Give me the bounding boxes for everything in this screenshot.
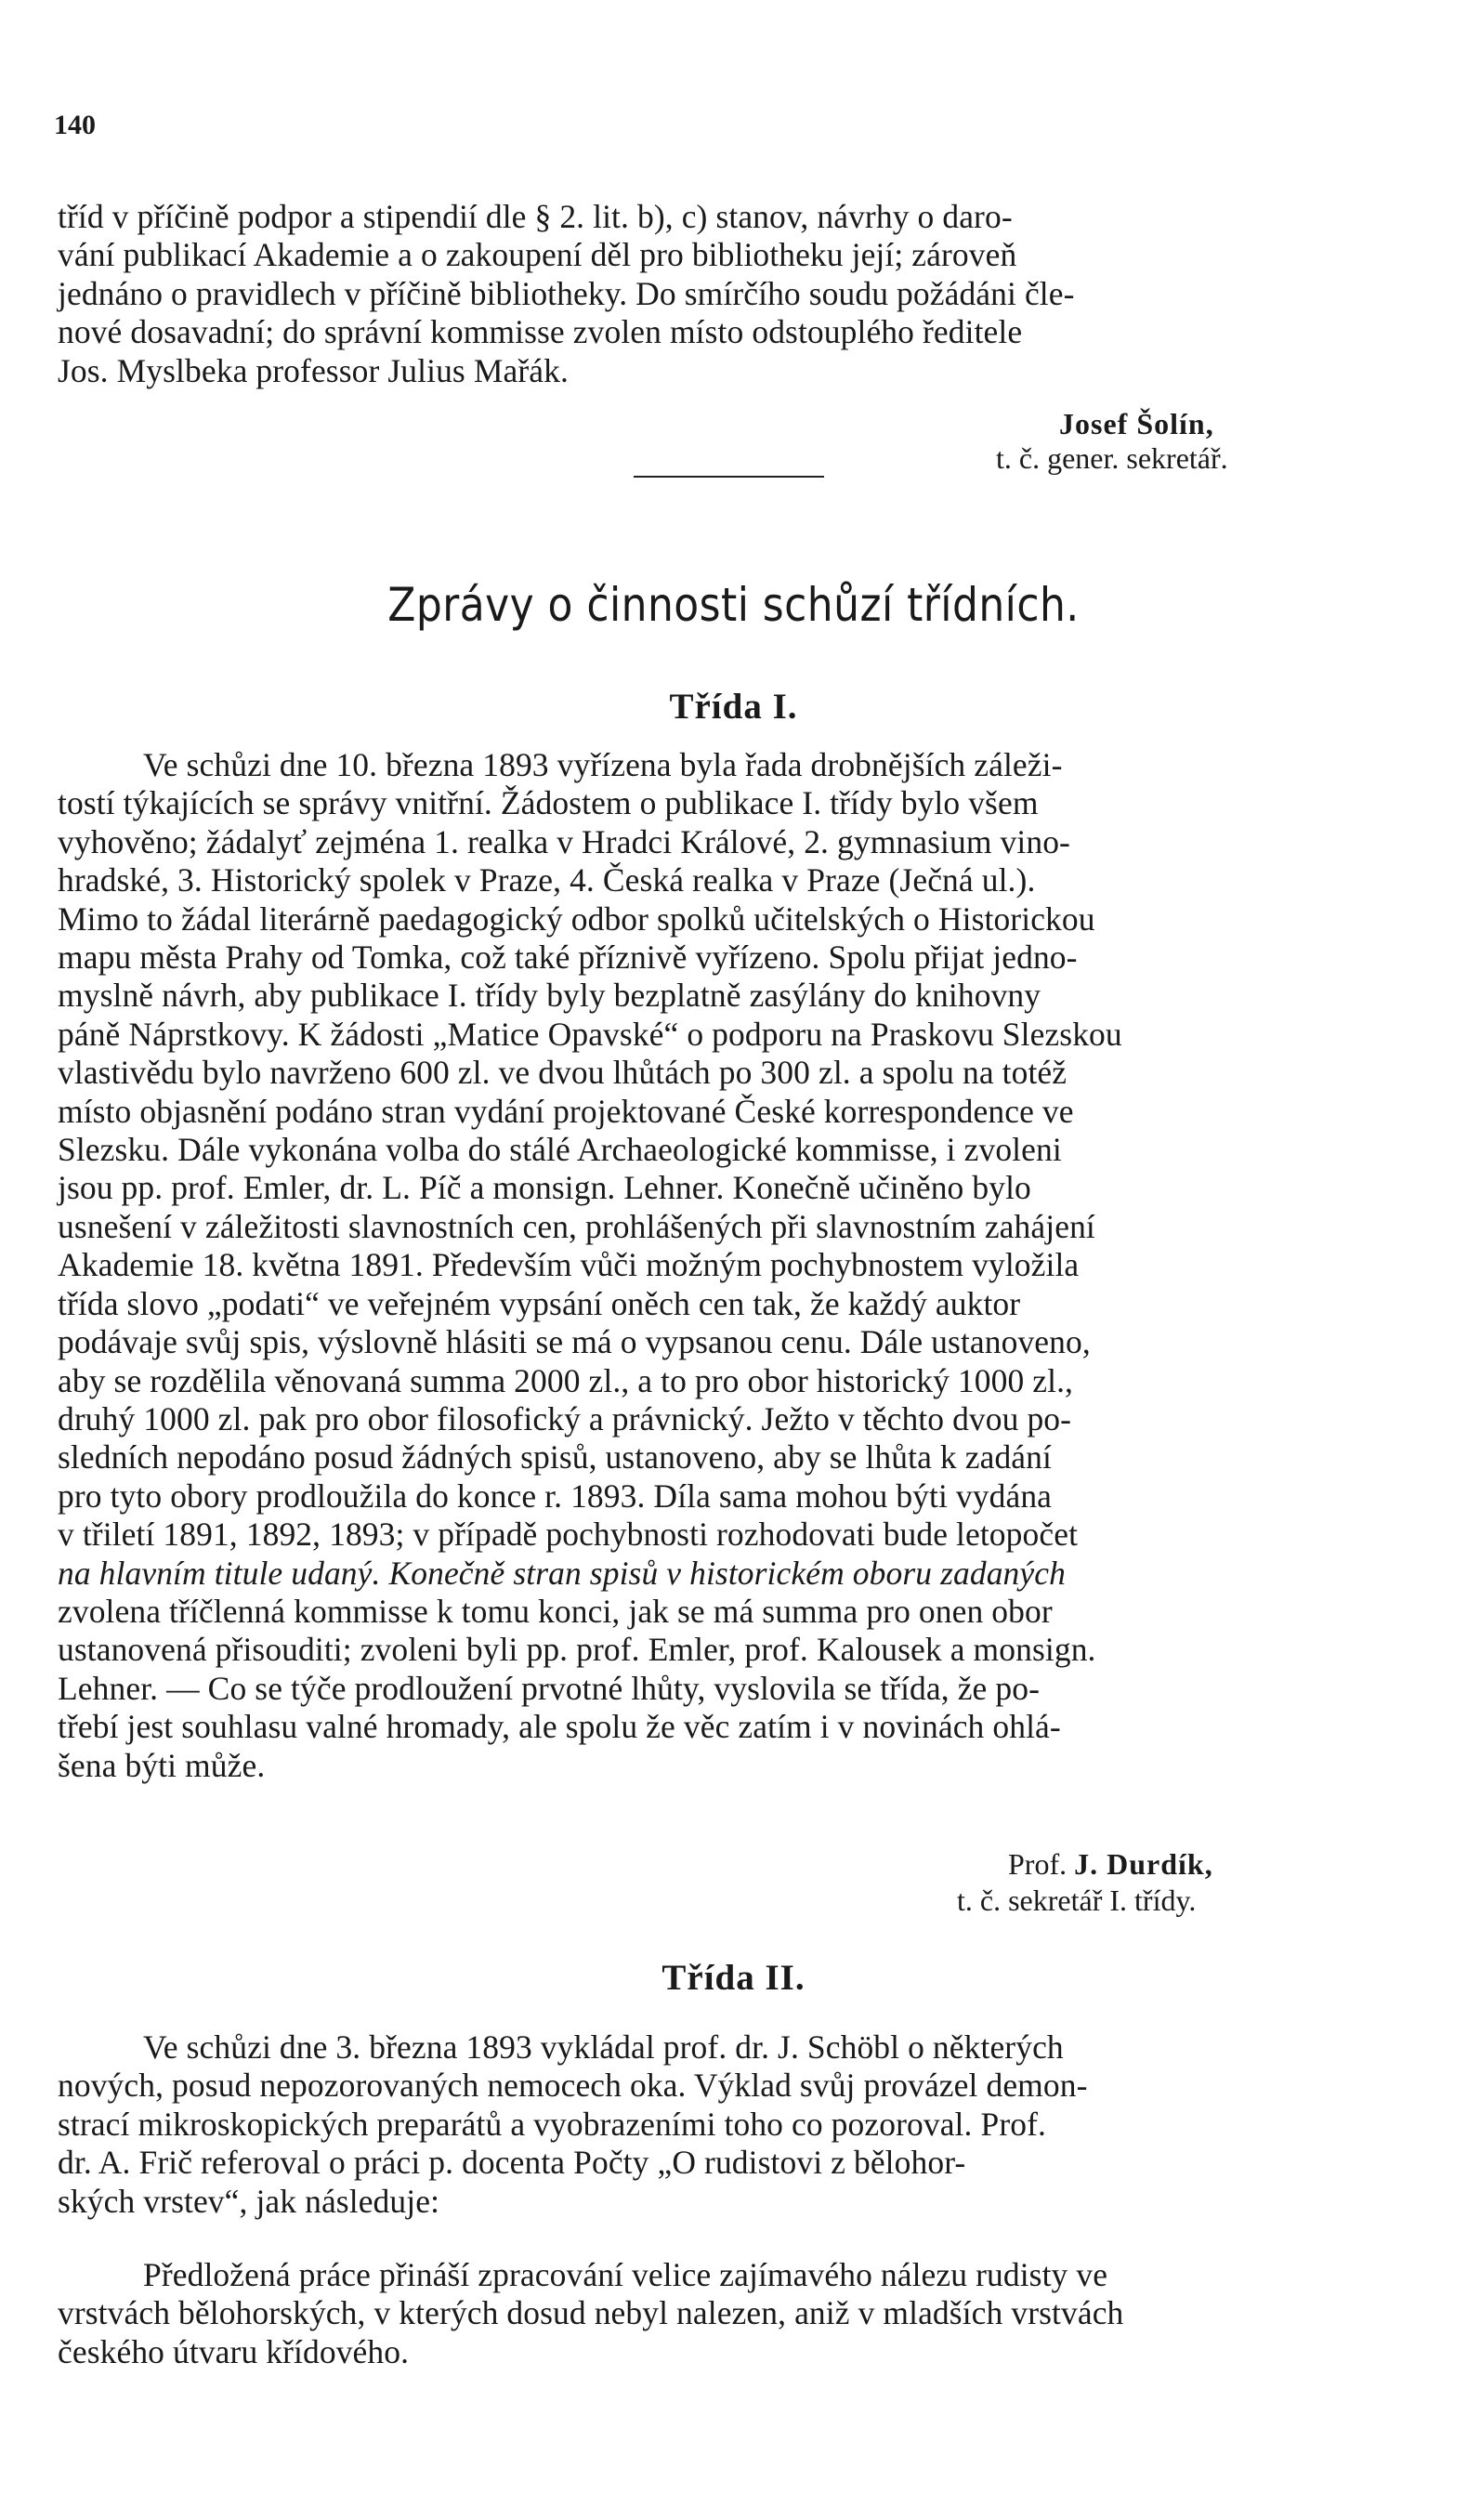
paragraph-intro — [58, 198, 1412, 390]
text-line: Jos. Myslbeka professor Julius Mařák. — [58, 351, 569, 389]
signature-prefix: Prof. — [1008, 1847, 1068, 1881]
text-line: Mimo to žádal literárně paedagogický odbor spolků učitelských o Historickou — [58, 899, 1095, 938]
text-line: tostí týkajících se správy vnitřní. Žádostem o publikace I. třídy bylo všem — [58, 784, 1039, 822]
text-line: myslně návrh, aby publikace I. třídy byly bezplatně zasýlány do knihovny — [58, 977, 1041, 1015]
text-line: zvolena tříčlenná kommisse k tomu konci, jak se má summa pro onen obor — [58, 1592, 1053, 1630]
text-line: dr. A. Frič referoval o práci p. docenta Počty „O rudistovi z bělohor- — [58, 2144, 966, 2182]
text-line: Akademie 18. května 1891. Především vůči možným pochybnostem vyložila — [58, 1246, 1080, 1284]
signature-name: J. Durdík, — [1074, 1847, 1213, 1881]
paragraph-quote — [58, 2256, 1412, 2371]
text-line: pro tyto obory prodloužila do konce r. 1893. Díla sama mohou býti vydána — [58, 1477, 1053, 1515]
section-title: Zprávy o činnosti schůzí třídních. — [387, 578, 1080, 632]
text-line: Předložená práce přináší zpracování velice zajímavého nálezu rudisty ve — [143, 2256, 1108, 2293]
text-line: sledních nepodáno posud žádných spisů, ustanoveno, aby se lhůta k zadání — [58, 1438, 1052, 1477]
text-line: ustanovená přisouditi; zvoleni byli pp. prof. Emler, prof. Kalousek a monsign. — [58, 1631, 1096, 1669]
text-line: vyhověno; žádalyť zejména 1. realka v Hradci Králové, 2. gymnasium vino- — [58, 822, 1070, 860]
text-line: Slezsku. Dále vykonána volba do stálé Archaeologické kommisse, i zvoleni — [58, 1131, 1062, 1169]
text-line: podávaje svůj spis, výslovně hlásiti se má o vypsanou cenu. Dále ustanoveno, — [58, 1323, 1091, 1361]
text-line: šena býti může. — [58, 1746, 266, 1784]
text-line: českého útvaru křídového. — [58, 2332, 410, 2370]
class-heading-2: Třída II. — [661, 1958, 806, 1998]
text-line: vání publikací Akademie a o zakoupení děl pro bibliotheku její; zároveň — [58, 236, 1017, 274]
text-line: třída slovo „podati“ ve veřejném vypsání oněch cen tak, že každý auktor — [58, 1284, 1021, 1322]
text-line: vrstvách bělohorských, v kterých dosud nebyl nalezen, aniž v mladších vrstvách — [58, 2294, 1124, 2332]
divider — [634, 476, 824, 478]
text-line: páně Náprstkovy. K žádosti „Matice Opavské“ o podporu na Praskovu Slezskou — [58, 1015, 1122, 1053]
text-line: usnešení v záležitosti slavnostních cen, prohlášených při slavnostním zahájení — [58, 1207, 1095, 1245]
class-heading-1: Třída I. — [669, 687, 798, 727]
text-line: ských vrstev“, jak následuje: — [58, 2182, 440, 2220]
text-line: mapu města Prahy od Tomka, což také příznivě vyřízeno. Spolu přijat jedno- — [58, 938, 1078, 977]
signature-title: t. č. gener. sekretář. — [996, 441, 1228, 475]
text-line: vlastivědu bylo navrženo 600 zl. ve dvou lhůtách po 300 zl. a spolu na totéž — [58, 1054, 1068, 1092]
signature-2-title: t. č. sekretář I. třídy. — [957, 1883, 1197, 1917]
text-line: třebí jest souhlasu valné hromady, ale spolu že věc zatím i v novinách ohlá- — [58, 1708, 1061, 1746]
text-line: hradské, 3. Historický spolek v Praze, 4. Česká realka v Praze (Ječná ul.). — [58, 861, 1036, 899]
text-line: nové dosavadní; do správní kommisse zvolen místo odstouplého ředitele — [58, 313, 1023, 351]
paragraph-class1 — [58, 746, 1412, 1785]
paragraph-class2 — [58, 2028, 1412, 2221]
signature-2-line1 — [1008, 1847, 1213, 1882]
text-line: Lehner. — Co se týče prodloužení prvotné lhůty, vyslovila se třída, že po- — [58, 1669, 1041, 1707]
text-line: v třiletí 1891, 1892, 1893; v případě pochybnosti rozhodovati bude letopočet — [58, 1516, 1079, 1554]
text-line: druhý 1000 zl. pak pro obor filosofický a právnický. Ježto v těchto dvou po- — [58, 1399, 1072, 1437]
text-line: jednáno o pravidlech v příčině bibliotheky. Do smírčího soudu požádáni čle- — [58, 274, 1075, 312]
text-line: strací mikroskopických preparátů a vyobrazeními toho co pozoroval. Prof. — [58, 2105, 1046, 2143]
text-line: na hlavním titule udaný. Konečně stran spisů v historickém oboru zadaných — [58, 1554, 1066, 1592]
signature-name: Josef Šolín, — [1059, 407, 1214, 440]
text-line: Ve schůzi dne 10. března 1893 vyřízena byla řada drobnějších záleži- — [143, 746, 1063, 783]
page-number: 140 — [54, 110, 96, 140]
text-line: nových, posud nepozorovaných nemocech oka. Výklad svůj provázel demon- — [58, 2067, 1088, 2105]
text-line: jsou pp. prof. Emler, dr. L. Píč a monsign. Lehner. Konečně učiněno bylo — [58, 1169, 1031, 1207]
text-line: aby se rozdělila věnovaná summa 2000 zl., a to pro obor historický 1000 zl., — [58, 1361, 1074, 1399]
text-line: místo objasnění podáno stran vydání projektované České korrespondence ve — [58, 1092, 1074, 1130]
text-line: tříd v příčině podpor a stipendií dle § 2. lit. b), c) stanov, návrhy o daro- — [58, 198, 1013, 235]
text-line: Ve schůzi dne 3. března 1893 vykládal prof. dr. J. Schöbl o některých — [143, 2028, 1064, 2066]
